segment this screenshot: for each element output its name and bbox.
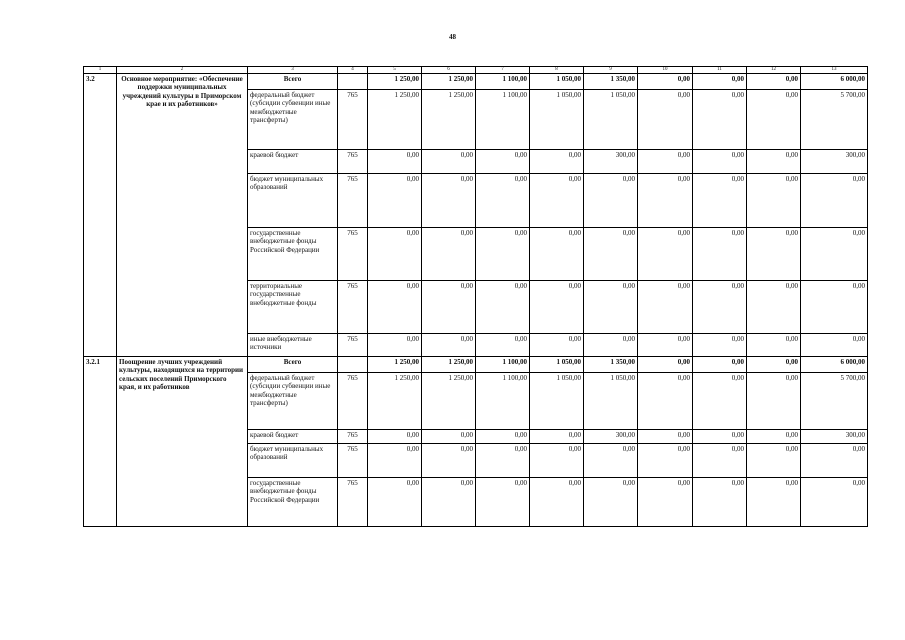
value-cell: 0,00	[530, 228, 584, 281]
column-number: 11	[693, 67, 747, 74]
column-number: 5	[368, 67, 422, 74]
value-cell: 1 050,00	[530, 90, 584, 150]
funding-source: бюджет муниципальных образований	[248, 444, 338, 478]
column-number: 10	[638, 67, 693, 74]
value-cell: 0,00	[368, 174, 422, 228]
value-cell: 5 700,00	[801, 90, 868, 150]
row-number: 3.2.1	[84, 357, 117, 527]
value-cell: 0,00	[530, 174, 584, 228]
budget-code: 765	[338, 430, 368, 444]
value-cell: 1 250,00	[422, 357, 476, 373]
value-cell: 0,00	[801, 334, 868, 357]
budget-code: 765	[338, 90, 368, 150]
budget-table	[83, 66, 868, 527]
value-cell: 0,00	[638, 373, 693, 430]
value-cell: 0,00	[638, 174, 693, 228]
value-cell: 0,00	[801, 228, 868, 281]
value-cell: 0,00	[747, 357, 801, 373]
value-cell: 0,00	[693, 74, 747, 90]
value-cell: 0,00	[693, 174, 747, 228]
value-cell: 0,00	[368, 228, 422, 281]
value-cell: 0,00	[747, 150, 801, 174]
column-number: 9	[584, 67, 638, 74]
value-cell: 0,00	[693, 357, 747, 373]
value-cell: 1 250,00	[422, 74, 476, 90]
row-number: 3.2	[84, 74, 117, 357]
value-cell: 0,00	[530, 430, 584, 444]
value-cell: 0,00	[693, 281, 747, 334]
value-cell: 0,00	[638, 444, 693, 478]
value-cell: 0,00	[801, 281, 868, 334]
table-row	[84, 74, 868, 90]
budget-code: 765	[338, 373, 368, 430]
value-cell: 1 050,00	[530, 357, 584, 373]
value-cell: 1 050,00	[584, 90, 638, 150]
budget-code	[338, 357, 368, 373]
column-number: 2	[117, 67, 248, 74]
value-cell: 0,00	[638, 430, 693, 444]
value-cell: 0,00	[530, 444, 584, 478]
value-cell: 1 100,00	[476, 90, 530, 150]
value-cell: 0,00	[638, 228, 693, 281]
column-number: 13	[801, 67, 868, 74]
value-cell: 0,00	[368, 281, 422, 334]
value-cell: 0,00	[584, 478, 638, 527]
value-cell: 0,00	[801, 478, 868, 527]
value-cell: 0,00	[638, 90, 693, 150]
value-cell: 6 000,00	[801, 357, 868, 373]
value-cell: 0,00	[747, 478, 801, 527]
funding-source: краевой бюджет	[248, 430, 338, 444]
value-cell: 300,00	[584, 430, 638, 444]
value-cell: 0,00	[368, 430, 422, 444]
value-cell: 0,00	[693, 373, 747, 430]
value-cell: 0,00	[368, 150, 422, 174]
value-cell: 0,00	[693, 334, 747, 357]
value-cell: 1 250,00	[368, 357, 422, 373]
value-cell: 0,00	[747, 373, 801, 430]
value-cell: 0,00	[693, 90, 747, 150]
value-cell: 0,00	[638, 478, 693, 527]
value-cell: 0,00	[530, 281, 584, 334]
column-number: 12	[747, 67, 801, 74]
column-number: 6	[422, 67, 476, 74]
budget-code: 765	[338, 334, 368, 357]
value-cell: 0,00	[530, 478, 584, 527]
value-cell: 0,00	[747, 444, 801, 478]
event-name: Основное мероприятие: «Обеспечение поддержки муниципальных учреждений культуры в Приморском крае и их работников»	[117, 74, 248, 357]
value-cell: 300,00	[584, 150, 638, 174]
value-cell: 0,00	[476, 430, 530, 444]
budget-code: 765	[338, 228, 368, 281]
value-cell: 1 100,00	[476, 357, 530, 373]
value-cell: 0,00	[584, 444, 638, 478]
budget-table-body	[84, 67, 868, 527]
value-cell: 0,00	[584, 228, 638, 281]
budget-code: 765	[338, 174, 368, 228]
funding-source: иные внебюджетные источники	[248, 334, 338, 357]
value-cell: 1 350,00	[584, 357, 638, 373]
value-cell: 0,00	[584, 174, 638, 228]
value-cell: 0,00	[476, 334, 530, 357]
value-cell: 0,00	[747, 74, 801, 90]
value-cell: 0,00	[584, 281, 638, 334]
column-number: 8	[530, 67, 584, 74]
value-cell: 0,00	[693, 228, 747, 281]
value-cell: 0,00	[422, 174, 476, 228]
column-number: 7	[476, 67, 530, 74]
value-cell: 0,00	[476, 150, 530, 174]
value-cell: 0,00	[368, 334, 422, 357]
value-cell: 6 000,00	[801, 74, 868, 90]
funding-source: бюджет муниципальных образований	[248, 174, 338, 228]
budget-code: 765	[338, 444, 368, 478]
funding-source: государственные внебюджетные фонды Российской Федерации	[248, 478, 338, 527]
value-cell: 0,00	[747, 174, 801, 228]
value-cell: 1 050,00	[584, 373, 638, 430]
value-cell: 1 250,00	[422, 90, 476, 150]
value-cell: 0,00	[747, 430, 801, 444]
value-cell: 1 100,00	[476, 74, 530, 90]
value-cell: 300,00	[801, 150, 868, 174]
value-cell: 1 050,00	[530, 373, 584, 430]
value-cell: 0,00	[747, 90, 801, 150]
value-cell: 1 250,00	[368, 74, 422, 90]
page-number: 48	[449, 33, 456, 41]
value-cell: 0,00	[476, 444, 530, 478]
budget-code: 765	[338, 281, 368, 334]
value-cell: 0,00	[747, 281, 801, 334]
funding-source: Всего	[248, 74, 338, 90]
budget-code	[338, 74, 368, 90]
value-cell: 0,00	[530, 150, 584, 174]
value-cell: 5 700,00	[801, 373, 868, 430]
value-cell: 1 050,00	[530, 74, 584, 90]
value-cell: 0,00	[476, 478, 530, 527]
budget-code: 765	[338, 478, 368, 527]
budget-code: 765	[338, 150, 368, 174]
value-cell: 0,00	[801, 174, 868, 228]
value-cell: 0,00	[693, 430, 747, 444]
value-cell: 0,00	[693, 478, 747, 527]
value-cell: 0,00	[638, 334, 693, 357]
value-cell: 0,00	[422, 334, 476, 357]
value-cell: 0,00	[422, 444, 476, 478]
funding-source: федеральный бюджет (субсидии субвенции иные межбюджетные трансферты)	[248, 90, 338, 150]
value-cell: 0,00	[638, 357, 693, 373]
value-cell: 0,00	[747, 334, 801, 357]
funding-source: территориальные государственные внебюджетные фонды	[248, 281, 338, 334]
value-cell: 0,00	[638, 150, 693, 174]
value-cell: 1 250,00	[422, 373, 476, 430]
value-cell: 0,00	[476, 174, 530, 228]
value-cell: 0,00	[476, 228, 530, 281]
value-cell: 0,00	[422, 281, 476, 334]
value-cell: 1 100,00	[476, 373, 530, 430]
column-number-row	[84, 67, 868, 74]
value-cell: 0,00	[801, 444, 868, 478]
table-row	[84, 357, 868, 373]
value-cell: 0,00	[476, 281, 530, 334]
funding-source: краевой бюджет	[248, 150, 338, 174]
value-cell: 1 250,00	[368, 373, 422, 430]
value-cell: 300,00	[801, 430, 868, 444]
column-number: 4	[338, 67, 368, 74]
value-cell: 0,00	[368, 478, 422, 527]
value-cell: 0,00	[530, 334, 584, 357]
value-cell: 0,00	[693, 150, 747, 174]
column-number: 3	[248, 67, 338, 74]
value-cell: 0,00	[747, 228, 801, 281]
value-cell: 0,00	[638, 281, 693, 334]
value-cell: 0,00	[422, 228, 476, 281]
value-cell: 0,00	[422, 430, 476, 444]
value-cell: 0,00	[422, 150, 476, 174]
value-cell: 0,00	[422, 478, 476, 527]
value-cell: 0,00	[638, 74, 693, 90]
funding-source: федеральный бюджет (субсидии субвенции иные межбюджетные трансферты)	[248, 373, 338, 430]
value-cell: 1 250,00	[368, 90, 422, 150]
funding-source: Всего	[248, 357, 338, 373]
column-number: 1	[84, 67, 117, 74]
value-cell: 0,00	[584, 334, 638, 357]
funding-source: государственные внебюджетные фонды Российской Федерации	[248, 228, 338, 281]
value-cell: 0,00	[368, 444, 422, 478]
event-name: Поощрение лучших учреждений культуры, находящихся на территории сельских поселений Приморского края, и их работников	[117, 357, 248, 527]
value-cell: 0,00	[693, 444, 747, 478]
value-cell: 1 350,00	[584, 74, 638, 90]
